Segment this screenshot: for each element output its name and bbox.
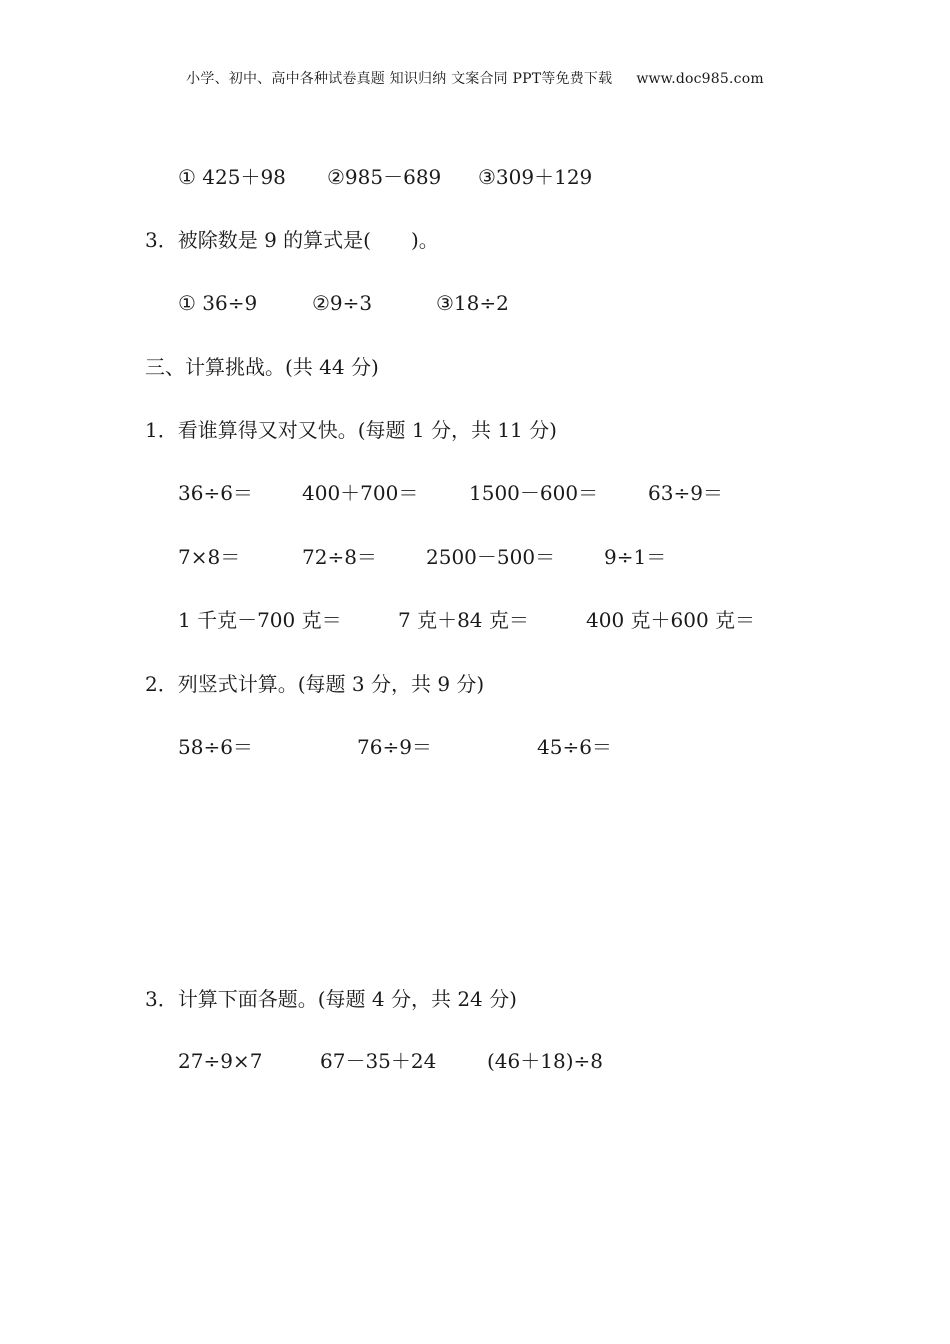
mixed-calc-item: (46＋18)÷8 [487, 1049, 603, 1073]
question-3-end: )。 [410, 228, 439, 252]
calc-item: 36÷6＝ [178, 481, 253, 505]
page-header [0, 68, 950, 88]
vertical-calc-item: 45÷6＝ [537, 735, 612, 759]
calc-item: 400 克＋600 克＝ [586, 608, 756, 632]
q2-option-2: ②985－689 [327, 165, 442, 189]
q2-option-3: ③309＋129 [478, 165, 593, 189]
calc-item: 7×8＝ [178, 545, 241, 569]
mixed-calc-item: 27÷9×7 [178, 1049, 263, 1073]
calc-item: 1 千克－700 克＝ [178, 608, 342, 632]
calc-item: 2500－500＝ [426, 545, 556, 569]
calc-item: 72÷8＝ [302, 545, 377, 569]
calc-item: 400＋700＝ [302, 481, 419, 505]
mixed-calc-item: 67－35＋24 [320, 1049, 437, 1073]
calc-item: 63÷9＝ [648, 481, 723, 505]
header-text: 小学、初中、高中各种试卷真题 知识归纳 文案合同 PPT等免费下载 [186, 71, 613, 87]
calc-item: 9÷1＝ [604, 545, 667, 569]
q3-option-3: ③18÷2 [436, 291, 509, 315]
q3-option-2: ②9÷3 [312, 291, 373, 315]
header-site: www.doc985.com [636, 71, 764, 87]
vertical-calc-item: 76÷9＝ [357, 735, 432, 759]
q3-option-1: ① 36÷9 [178, 291, 258, 315]
part-1-title: 1．看谁算得又对又快。(每题 1 分，共 11 分) [145, 418, 557, 442]
calc-item: 7 克＋84 克＝ [398, 608, 529, 632]
part-3-title: 3．计算下面各题。(每题 4 分，共 24 分) [145, 987, 517, 1011]
question-3-text: 3．被除数是 9 的算式是( [145, 228, 371, 252]
calc-item: 1500－600＝ [469, 481, 599, 505]
q2-option-1: ① 425＋98 [178, 165, 286, 189]
question-3 [145, 228, 439, 252]
part-2-title: 2．列竖式计算。(每题 3 分，共 9 分) [145, 672, 485, 696]
section-3-title: 三、计算挑战。(共 44 分) [145, 355, 379, 379]
vertical-calc-item: 58÷6＝ [178, 735, 253, 759]
